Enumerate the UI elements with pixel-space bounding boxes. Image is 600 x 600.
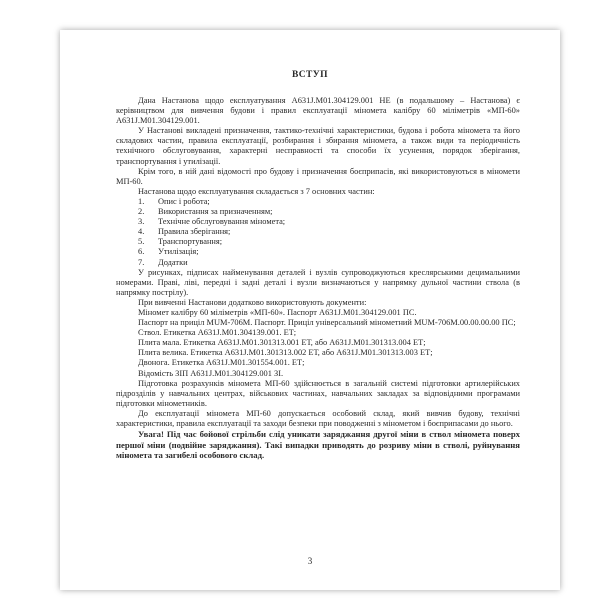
document-item: Плита велика. Етикетка А631J.М01.301313.002 ЕТ, або А631J.М01.301313.003 ЕТ;	[138, 348, 433, 358]
document-item: Відомість ЗІП А631J.М01.304129.001 ЗІ.	[138, 368, 284, 378]
parts-list	[116, 197, 520, 268]
documents-intro-paragraph: При вивченні Настанови додатково використовують документи:	[138, 297, 367, 307]
document-page	[60, 30, 560, 590]
list-item: 5. Транспортування;	[138, 237, 223, 247]
document-item: Двонога. Етикетка А631J.М01.301554.001. ЕТ;	[138, 358, 305, 368]
document-item: Паспорт на приціл MUM-706M. Паспорт. Приціл універсальний мінометний MUM-706M.00.00.00.00 ПС;	[138, 318, 516, 328]
page-number: 3	[307, 556, 313, 566]
figures-paragraph: У рисунках, підписах найменування деталей і вузлів супроводжуються креслярськими децимальними номерами. Праві, ліві, передні і задні деталі і вузли визначаються у напрямку дульної частини ствола (в напрямку пострілу).	[116, 267, 520, 297]
page-body	[116, 96, 520, 460]
list-item: 3. Технічне обслуговування міномета;	[138, 217, 286, 227]
list-item: 2. Використання за призначенням;	[138, 207, 273, 217]
page-title: ВСТУП	[292, 70, 328, 80]
contents-paragraph: У Настанові викладені призначення, тактико-технічні характеристики, будова і робота міномета та його складових частин, правила експлуатації, розбирання і збирання міномета, а також види та періодичність технічного обслуговування, характерні несправності та способи їх усунення, порядок зберігання, транспортування і утилізації.	[116, 126, 520, 166]
list-item: 7. Додатки	[138, 257, 188, 267]
parts-intro-paragraph: Настанова щодо експлуатування складається з 7 основних частин:	[138, 186, 375, 196]
training-paragraph: Підготовка розрахунків міномета МП-60 здійснюється в загальній системі підготовки артилерійських підрозділів у навчальних центрах, військових частинах, навчальних закладах за відповідними програмами підготовки мінометників.	[116, 378, 520, 408]
list-item: 1. Опис і робота;	[138, 196, 210, 206]
document-item: Ствол. Етикетка А631J.М01.304139.001. ЕТ;	[138, 328, 297, 338]
intro-paragraph: Дана Настанова щодо експлуатування А631J.М01.304129.001 НЕ (в подальшому – Настанова) є керівництвом для вивчення будови і правил експлуатації мінометa калібру 60 міліметрів «МП-60» А631J.М01.304129.001.	[116, 96, 520, 126]
ammo-paragraph: Крім того, в ній дані відомості про будову і призначення боєприпасів, які використовуються в міномети МП-60.	[116, 166, 520, 186]
document-item: Плита мала. Етикетка А631J.М01.301313.001 ЕТ, або А631J.М01.301313.004 ЕТ;	[138, 338, 426, 348]
list-item: 6. Утилізація;	[138, 247, 199, 257]
warning-paragraph: Увага! Під час бойової стрільби слід уникати заряджання другої міни в ствол міномета поверх першої міни (подвійне заряджання). Такі випадки приводять до розриву міни в стволі, руйнування міномета та загибелі особового склад.	[116, 429, 520, 460]
document-item: Міномет калібру 60 міліметрів «МП-60». Паспорт А631J.М01.304129.001 ПС.	[138, 307, 417, 317]
list-item: 4. Правила зберігання;	[138, 227, 231, 237]
personnel-paragraph: До експлуатації міномета МП-60 допускається особовий склад, який вивчив будову, технічні характеристики, правила експлуатації та заходи безпеки при поводженні з мінометом і боєприпасами до нього.	[116, 408, 520, 428]
